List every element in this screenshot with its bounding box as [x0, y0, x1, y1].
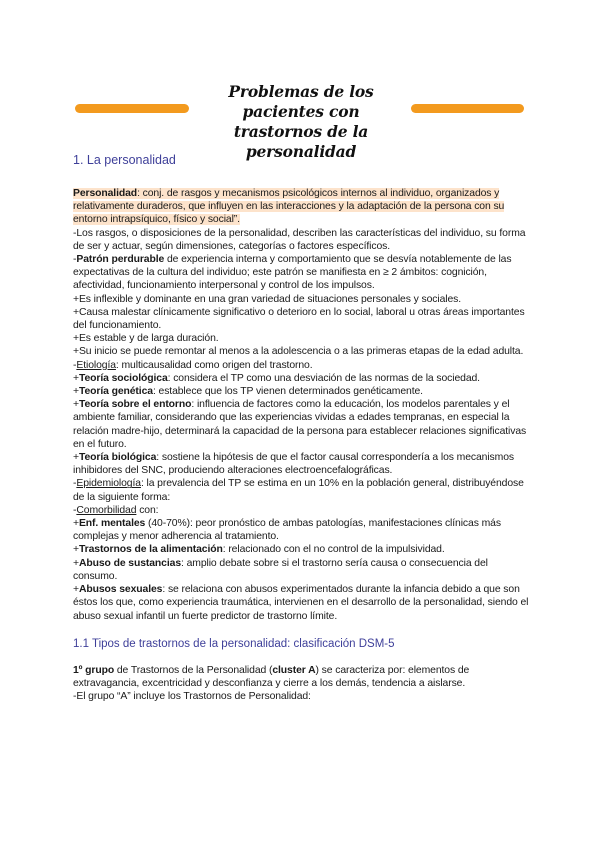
enf-mentales-term: Enf. mentales	[78, 518, 146, 530]
abuso-sustancias-text: : amplio debate sobre si el trastorno sería causa o consecuencia del consumo.	[73, 557, 488, 582]
epidemiologia-term: Epidemiología	[76, 478, 141, 490]
teoria-biologica-term: Teoría biológica	[78, 452, 157, 464]
teoria-sociologica-term: Teoría sociológica	[78, 372, 168, 384]
bullet-trastornos-alimentacion	[73, 543, 533, 556]
bullet-enf-mentales	[73, 517, 533, 543]
title-line-2: trastornos de la personalidad	[233, 122, 369, 161]
cluster-a-term: cluster A	[272, 664, 316, 676]
definition-text: : conj. de rasgos y mecanismos psicológicos internos al individuo, organizados y relativamente duraderos, que influyen en las interacciones y la adaptación de la persona con su entorno intrapsíquico, físico y social”.	[73, 188, 505, 226]
abusos-sexuales-term: Abusos sexuales	[78, 584, 163, 596]
bullet-teoria-entorno	[73, 398, 533, 451]
section-heading-personalidad: 1. La personalidad	[73, 153, 176, 167]
definition-highlight	[73, 188, 504, 225]
paragraph-prefix: -	[73, 504, 77, 516]
epidemiologia-text: : la prevalencia del TP se estima en un 10% en la población general, distribuyéndose de la siguiente forma:	[73, 478, 524, 503]
paragraph-rasgos: -Los rasgos, o disposiciones de la personalidad, describen las características del individuo, su forma de ser y actuar, según dimensiones, categorías o factores específicos.	[73, 227, 526, 252]
paragraph-grupo-1	[73, 664, 533, 690]
paragraph-patron	[73, 253, 533, 293]
paragraph-epidemiologia	[73, 477, 533, 503]
definition-term: Personalidad	[73, 188, 138, 199]
bullet-prefix: +	[73, 372, 79, 384]
paragraph-etiologia	[73, 359, 533, 372]
bullet-abuso-sustancias	[73, 557, 533, 583]
bullet-prefix: +	[73, 544, 79, 556]
etiologia-text: : multicausalidad como origen del trastorno.	[115, 359, 313, 371]
bullet-teoria-sociologica	[73, 372, 533, 385]
bullet-inicio: +Su inicio se puede remontar al menos a la adolescencia o a las primeras etapas de la edad adulta.	[73, 346, 524, 358]
definition-paragraph	[73, 187, 533, 227]
paragraph-prefix: -	[73, 478, 77, 490]
enf-mentales-text: (40-70%): peor pronóstico de ambas patologías, manifestaciones clínicas más complejas y menor adherencia al tratamiento.	[73, 518, 501, 543]
etiologia-term: Etiología	[76, 359, 116, 371]
teoria-genetica-term: Teoría genética	[78, 386, 153, 398]
title-line-1: Problemas de los pacientes con	[228, 82, 374, 121]
paragraph-grupo-a-incluye: -El grupo “A” incluye los Trastornos de Personalidad:	[73, 691, 311, 703]
bullet-abusos-sexuales	[73, 583, 533, 623]
patron-term: Patrón perdurable	[76, 254, 165, 266]
teoria-genetica-text: : establece que los TP vienen determinados genéticamente.	[152, 386, 423, 398]
bullet-teoria-biologica	[73, 451, 533, 477]
bullet-prefix: +	[73, 386, 79, 398]
document-title	[190, 82, 412, 162]
grupo-1-term: 1º grupo	[73, 664, 115, 676]
bullet-prefix: +	[73, 557, 79, 569]
bullet-malestar: +Causa malestar clínicamente significativo o deterioro en lo social, laboral u otras áreas importantes del funcionamiento.	[73, 306, 525, 332]
bullet-estable: +Es estable y de larga duración.	[73, 333, 219, 345]
bullet-prefix: +	[73, 452, 79, 464]
grupo-1-text-b: ) se caracteriza por: elementos de extravagancia, excentricidad y desconfianza y cierre a los demás, tendencia a aislarse.	[73, 664, 470, 689]
teoria-entorno-text: : influencia de factores como la educación, los modelos parentales y el ambiente familiar, considerando que las experiencias vividas a edades tempranas, en especial la relación madre-hijo, determinará la capacidad de la persona para establecer relaciones significativas en el futuro.	[73, 399, 527, 450]
comorbilidad-text: con:	[136, 504, 159, 516]
paragraph-comorbilidad	[73, 504, 533, 517]
section-heading-tipos: 1.1 Tipos de trastornos de la personalidad: clasificación DSM-5	[73, 637, 395, 650]
document-body	[73, 152, 533, 703]
bullet-prefix: +	[73, 399, 79, 411]
patron-text: de experiencia interna y comportamiento que se desvía notablemente de las expectativas de la cultura del individuo; este patrón se manifiesta en ≥ 2 ámbitos: cognición, afectividad, funcionamiento interpersonal y control de los impulsos.	[73, 254, 512, 292]
bullet-teoria-genetica	[73, 385, 533, 398]
paragraph-prefix: -	[73, 254, 77, 266]
trastornos-alimentacion-text: : relacionado con el no control de la impulsividad.	[222, 544, 445, 556]
grupo-1-text-a: de Trastornos de la Personalidad (	[114, 664, 273, 676]
trastornos-alimentacion-term: Trastornos de la alimentación	[78, 544, 223, 556]
comorbilidad-term: Comorbilidad	[76, 504, 137, 516]
abuso-sustancias-term: Abuso de sustancias	[78, 557, 182, 569]
bullet-inflexible: +Es inflexible y dominante en una gran variedad de situaciones personales y sociales.	[73, 293, 462, 305]
bullet-prefix: +	[73, 518, 79, 530]
title-accent-bar-right	[411, 104, 524, 113]
paragraph-prefix: -	[73, 359, 77, 371]
teoria-entorno-term: Teoría sobre el entorno	[78, 399, 192, 411]
bullet-prefix: +	[73, 584, 79, 596]
abusos-sexuales-text: : se relaciona con abusos experimentados durante la infancia debido a que son éstos los que, como experiencia traumática, intervienen en el desarrollo de la personalidad, siendo el abuso sexual infantil un fuerte predictor de trastorno límite.	[73, 584, 529, 622]
teoria-sociologica-text: : considera el TP como una desviación de las normas de la sociedad.	[167, 372, 480, 384]
teoria-biologica-text: : sostiene la hipótesis de que el factor causal correspondería a los mecanismos inhibidores del SNC, produciendo alteraciones electroencefalográficas.	[73, 452, 514, 477]
title-accent-bar-left	[75, 104, 189, 113]
